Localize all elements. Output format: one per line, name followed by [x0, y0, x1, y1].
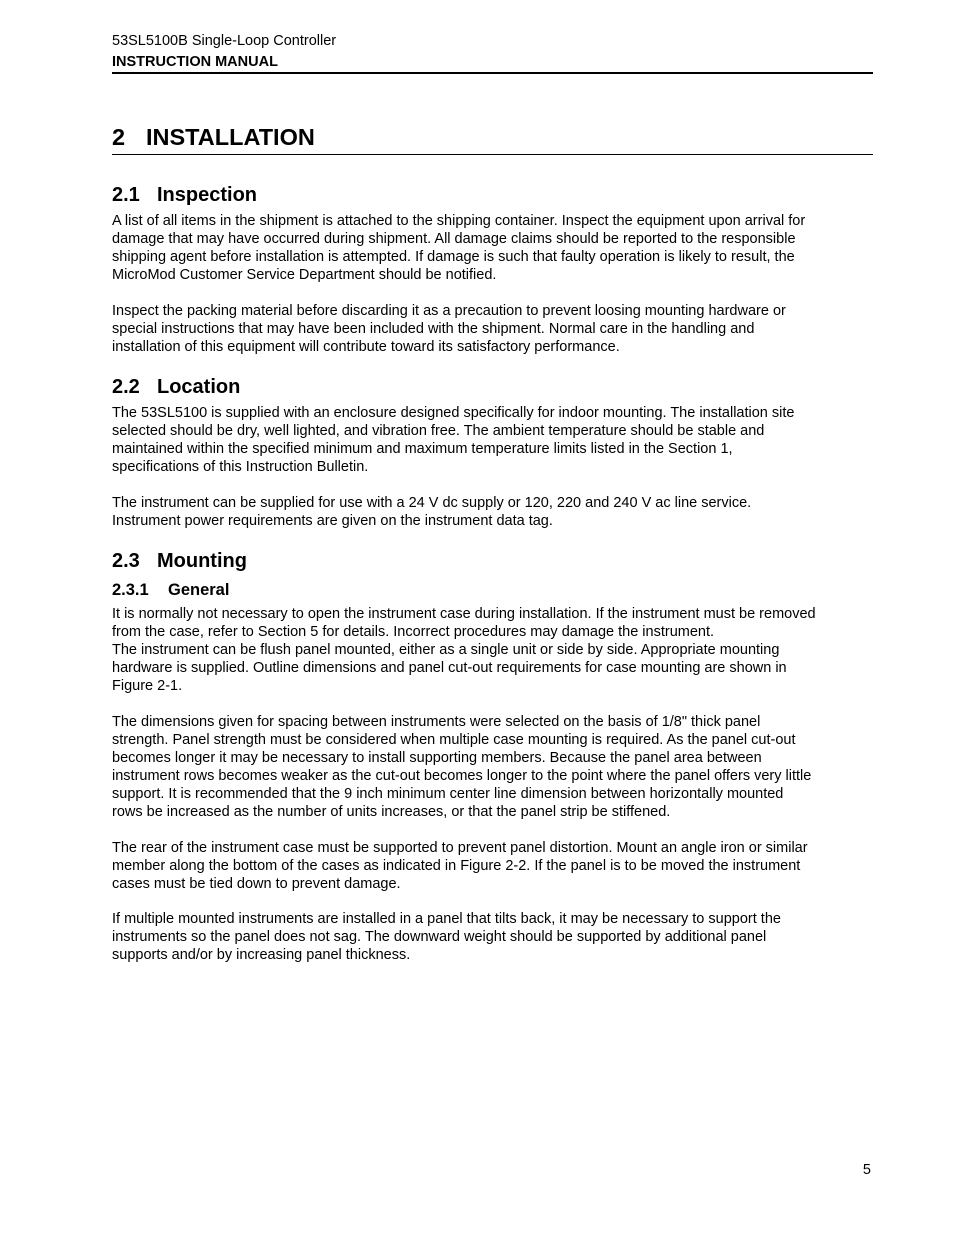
page-number: 5 [862, 1162, 871, 1178]
subsection-number: 2.3.1 [112, 581, 149, 599]
section-heading-mounting [112, 549, 247, 573]
text-line: member along the bottom of the cases as indicated in Figure 2-2. If the panel is to be moved the instrument [112, 858, 801, 874]
text-line: Instrument power requirements are given on the instrument data tag. [112, 513, 553, 529]
text-line: instruments so the panel does not sag. The downward weight should be supported by additional panel [112, 929, 767, 945]
section-heading-inspection [112, 183, 257, 207]
general-paragraph-3 [112, 839, 873, 893]
chapter-divider [112, 154, 873, 155]
text-line: cases must be tied down to prevent damage. [112, 876, 401, 892]
chapter-number: 2 [112, 124, 126, 150]
text-line: hardware is supplied. Outline dimensions and panel cut-out requirements for case mounting are shown in [112, 660, 787, 676]
text-line: rows be increased as the number of units increases, or that the panel strip be stiffened. [112, 804, 671, 820]
section-number: 2.2 [112, 376, 140, 398]
inspection-paragraph-1 [112, 212, 873, 284]
text-line: shipping agent before installation is attempted. If damage is such that faulty operation is likely to result, the [112, 249, 795, 265]
document-page [112, 0, 873, 1235]
subsection-title: General [168, 581, 230, 599]
text-line: It is normally not necessary to open the instrument case during installation. If the instrument must be removed [112, 606, 816, 622]
location-paragraph-2 [112, 494, 873, 530]
section-title: Inspection [157, 184, 258, 206]
header-divider [112, 72, 873, 74]
text-line: The rear of the instrument case must be supported to prevent panel distortion. Mount an angle iron or similar [112, 840, 808, 856]
text-line: MicroMod Customer Service Department should be notified. [112, 267, 497, 283]
inspection-paragraph-2 [112, 302, 873, 356]
section-title: Mounting [157, 550, 247, 572]
general-paragraph-2 [112, 713, 873, 821]
text-line: The 53SL5100 is supplied with an enclosure designed specifically for indoor mounting. The installation site [112, 405, 795, 421]
section-number: 2.1 [112, 184, 140, 206]
text-line: The instrument can be flush panel mounted, either as a single unit or side by side. Appropriate mounting [112, 642, 780, 658]
running-header-subtitle: INSTRUCTION MANUAL [112, 54, 278, 70]
text-line: Figure 2-1. [112, 678, 183, 694]
text-line: The dimensions given for spacing between instruments were selected on the basis of 1/8" thick panel [112, 714, 761, 730]
general-paragraph-4 [112, 910, 873, 964]
text-line: maintained within the specified minimum and maximum temperature limits listed in the Section 1, [112, 441, 733, 457]
text-line: specifications of this Instruction Bulletin. [112, 459, 369, 475]
text-line: The instrument can be supplied for use with a 24 V dc supply or 120, 220 and 240 V ac line service. [112, 495, 752, 511]
text-line: supports and/or by increasing panel thickness. [112, 947, 411, 963]
section-number: 2.3 [112, 550, 140, 572]
location-paragraph-1 [112, 404, 873, 476]
text-line: becomes longer it may be necessary to install supporting members. Because the panel area between [112, 750, 762, 766]
section-title: Location [157, 376, 241, 398]
text-line: damage that may have occurred during shipment. All damage claims should be reported to the responsible [112, 231, 796, 247]
text-line: Inspect the packing material before discarding it as a precaution to prevent loosing mounting hardware or [112, 303, 786, 319]
chapter-title: INSTALLATION [146, 124, 315, 150]
text-line: from the case, refer to Section 5 for details. Incorrect procedures may damage the instrument. [112, 624, 715, 640]
chapter-heading [112, 122, 315, 152]
subsection-heading-general [112, 580, 229, 600]
text-line: If multiple mounted instruments are installed in a panel that tilts back, it may be necessary to support the [112, 911, 781, 927]
general-paragraph-1 [112, 605, 873, 695]
text-line: special instructions that may have been included with the shipment. Normal care in the handling and [112, 321, 755, 337]
text-line: selected should be dry, well lighted, and vibration free. The ambient temperature should be stable and [112, 423, 765, 439]
text-line: strength. Panel strength must be considered when multiple case mounting is required. As the panel cut-out [112, 732, 796, 748]
text-line: support. It is recommended that the 9 inch minimum center line dimension between horizontally mounted [112, 786, 784, 802]
running-header-title: 53SL5100B Single-Loop Controller [112, 33, 337, 49]
section-heading-location [112, 375, 240, 399]
text-line: A list of all items in the shipment is attached to the shipping container. Inspect the equipment upon arrival for [112, 213, 806, 229]
text-line: installation of this equipment will contribute toward its satisfactory performance. [112, 339, 620, 355]
text-line: instrument rows becomes weaker as the cut-out becomes longer to the point where the panel offers very little [112, 768, 812, 784]
